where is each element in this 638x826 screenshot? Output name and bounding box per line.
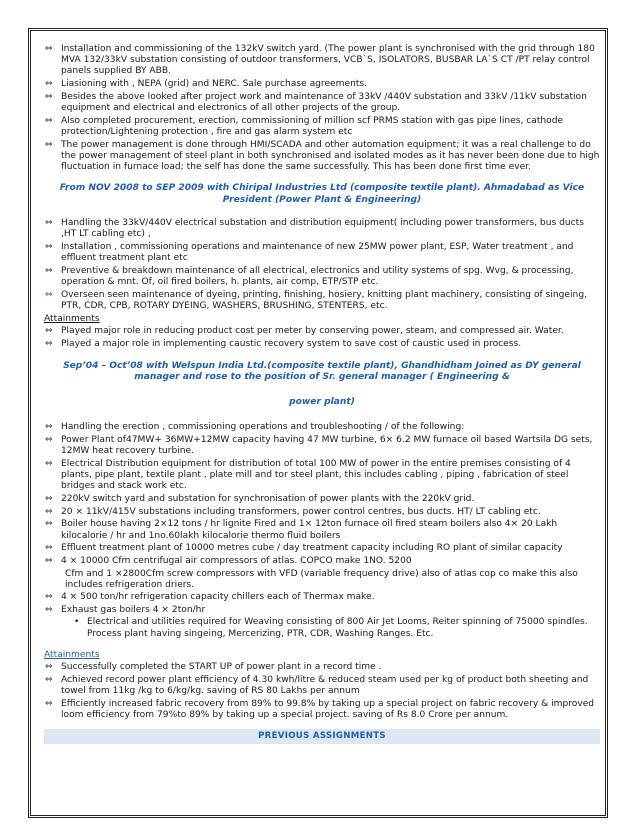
attainment-item	[44, 326, 600, 337]
item-text: Installation , commissioning operations and maintenance of new 25MW power plant, ESP, Water treatment , and effluent treatment plant etc	[61, 242, 574, 264]
double-arrow-icon: ⇔	[45, 434, 53, 445]
double-arrow-icon: ⇔	[45, 338, 53, 349]
double-arrow-icon: ⇔	[45, 139, 53, 150]
attainment-item	[44, 675, 600, 697]
double-arrow-icon: ⇔	[45, 44, 53, 54]
attainment-item	[44, 662, 600, 673]
double-arrow-icon: ⇔	[45, 289, 53, 300]
double-arrow-icon: ⇔	[45, 519, 53, 530]
item-text: Successfully completed the START UP of power plant in a record time .	[61, 662, 382, 673]
item-text: Effluent treatment plant of 10000 metres cube / day treatment capacity including RO plant of similar capacity	[61, 543, 563, 554]
double-arrow-icon: ⇔	[45, 592, 53, 603]
list-item	[44, 266, 600, 288]
list-item	[44, 140, 600, 174]
list-item	[44, 494, 600, 505]
double-arrow-icon: ⇔	[45, 698, 53, 709]
list-item	[44, 435, 600, 457]
double-arrow-icon: ⇔	[45, 493, 53, 504]
double-arrow-icon: ⇔	[45, 604, 53, 615]
previous-assignments-banner: PREVIOUS ASSIGNMENTS	[44, 729, 600, 744]
item-text: Played major role in reducing product cost per meter by conserving power, steam, and compressed air. Water.	[61, 326, 564, 337]
item-text: Power Plant of47MW+ 36MW+12MW capacity having 47 MW turbine, 6× 6.2 MW furnace oil based Wartsila DG sets, 12MW heat recovery turbine.	[61, 434, 593, 457]
attainment-item	[44, 699, 600, 721]
section-welspun	[44, 422, 600, 721]
attainments-label: Attainments	[44, 313, 100, 324]
resume-page	[44, 44, 600, 744]
list-item	[44, 556, 600, 567]
list-item	[44, 44, 600, 78]
item-text: Liasioning with , NEPA (grid) and NERC. Sale purchase agreements.	[61, 79, 368, 90]
attainments-label: Attainments	[44, 649, 100, 660]
item-text: Played a major role in implementing caustic recovery system to save cost of caustic used in process.	[61, 338, 522, 349]
item-text: Besides the above looked after project work and maintenance of 33kV /440V substation and 33kV /11kV substation equipment and electrical and electronics of all other projects of the group.	[61, 91, 587, 114]
item-text: Efficiently increased fabric recovery from 89% to 99.8% by taking up a special project on fabric recovery & improved loom efficiency from 79%to 89% by taking up a special project. saving of Rs 8.0 Crore per annum.	[61, 698, 595, 720]
item-text: Also completed procurement, erection, commissioning of million scf PRMS station with gas pipe lines, cathode protection/Lightening protection , fire and gas alarm system etc	[61, 115, 564, 137]
list-item	[44, 519, 600, 541]
item-text: Boiler house having 2×12 tons / hr lignite Fired and 1× 12ton furnace oil fired steam boilers also 4× 20 Lakh kilocalorie / hr and 1no.60lakh kilocalorie thermo fluid boilers	[61, 519, 558, 541]
double-arrow-icon: ⇔	[45, 266, 53, 277]
chiripal-heading: From NOV 2008 to SEP 2009 with Chiripal Industries Ltd (composite textile plant). Ahmadabad as Vice President (Power Plant & Engineering)	[59, 183, 585, 205]
list-item	[44, 116, 600, 138]
attainment-item	[44, 339, 600, 350]
list-item	[44, 507, 600, 518]
double-arrow-icon: ⇔	[45, 506, 53, 517]
list-item	[44, 290, 600, 312]
section-132kv-project	[44, 44, 600, 173]
list-item	[44, 218, 600, 240]
double-arrow-icon: ⇔	[45, 242, 53, 253]
double-arrow-icon: ⇔	[45, 674, 53, 685]
item-text: The power management is done through HMI/SCADA and other automation equipment; it was a real challenge to do the power management of steel plant in both synchronised and isolated modes as it has never been done due to high fluctuation in furnace load; the self has done the same successfully. This has been done first time ever.	[61, 139, 600, 173]
double-arrow-icon: ⇔	[45, 115, 53, 126]
list-item	[44, 605, 600, 616]
list-item	[44, 459, 600, 493]
sub-list-item	[44, 617, 600, 639]
item-text: 20 × 11kV/415V substations including transformers, power control centres, bus ducts. HT/ LT cabling etc.	[61, 506, 541, 517]
list-item	[44, 79, 600, 90]
list-item	[44, 242, 600, 264]
list-item	[44, 92, 600, 114]
double-arrow-icon: ⇔	[45, 79, 53, 90]
continuation-text: Cfm and 1 ×2800Cfm screw compressors with VFD (variable frequency drive) also of atlas cop co make this also includes refrigeration driers.	[65, 568, 578, 590]
list-item	[44, 422, 600, 433]
item-text: Exhaust gas boilers 4 × 2ton/hr	[61, 604, 206, 615]
item-text: Overseen seen maintenance of dyeing, printing, finishing, hosiery, knitting plant machinery, consisting of singeing, PTR, CDR, CPB, ROTARY DYEING, WASHERS, BRUSHING, STENTERS, etc.	[61, 289, 587, 312]
item-text: Electrical Distribution equipment for distribution of total 100 MW of power in the entire premises consisting of 4 plants, pipe plant, textile plant , plate mill and tor steel plant, this includes cabling , piping , fabrication of steel bridges and stack work etc.	[61, 458, 571, 492]
double-arrow-icon: ⇔	[45, 458, 53, 469]
list-item	[44, 543, 600, 554]
double-arrow-icon: ⇔	[45, 91, 53, 102]
item-text: Achieved record power plant efficiency of 4.30 kwh/litre & reduced steam used per kg of product both sheeting and towel from 11kg /kg to 6/kg/kg. saving of RS 80 Lakhs per annum	[61, 674, 589, 696]
item-text: Handling the erection , commissioning operations and troubleshooting / of the following:	[61, 422, 465, 433]
list-item	[44, 592, 600, 603]
item-text: 4 × 10000 Cfm centrifugal air compressors of atlas. COPCO make 1NO. 5200	[61, 555, 412, 566]
item-text: Installation and commissioning of the 132kV switch yard. (The power plant is synchronised with the grid through 180 MVA 132/33kV substation consisting of outdoor transformers, VCB`S, ISOLATORS, BUSBAR LA`S CT /PT relay control panels supplied BY ABB.	[61, 44, 595, 77]
welspun-heading: Sep’04 – Oct’08 with Welspun India Ltd.(composite textile plant), Ghandhidham Joined as DY general manager and rose to the position of Sr. general manager ( Engineering &	[63, 360, 581, 383]
item-text: 220kV switch yard and substation for synchronisation of power plants with the 220kV grid.	[61, 493, 475, 504]
double-arrow-icon: ⇔	[45, 326, 53, 337]
section-chiripal	[44, 218, 600, 350]
double-arrow-icon: ⇔	[45, 662, 53, 673]
item-text: 4 × 500 ton/hr refrigeration capacity chillers each of Thermax make.	[61, 592, 375, 603]
item-text: Preventive & breakdown maintenance of all electrical, electronics and utility systems of spg. Wvg, & processing, operation & mnt. Of, oil fired boilers, h. plants, air comp, ETP/STP etc.	[61, 266, 574, 288]
double-arrow-icon: ⇔	[45, 218, 53, 229]
double-arrow-icon: ⇔	[45, 555, 53, 566]
double-arrow-icon: ⇔	[45, 422, 53, 433]
double-arrow-icon: ⇔	[45, 543, 53, 554]
item-text: Handling the 33kV/440V electrical substation and distribution equipment( including power transformers, bus ducts ,HT LT cabling etc) ,	[61, 218, 584, 240]
bullet-dot-icon: •	[74, 617, 80, 628]
welspun-heading-line2: power plant)	[289, 396, 355, 407]
item-text: Electrical and utilities required for Weaving consisting of 800 Air Jet Looms, Reiter spinning of 75000 spindles. Process plant having singeing, Mercerizing, PTR, CDR, Washing Ranges. Etc.	[87, 617, 588, 639]
